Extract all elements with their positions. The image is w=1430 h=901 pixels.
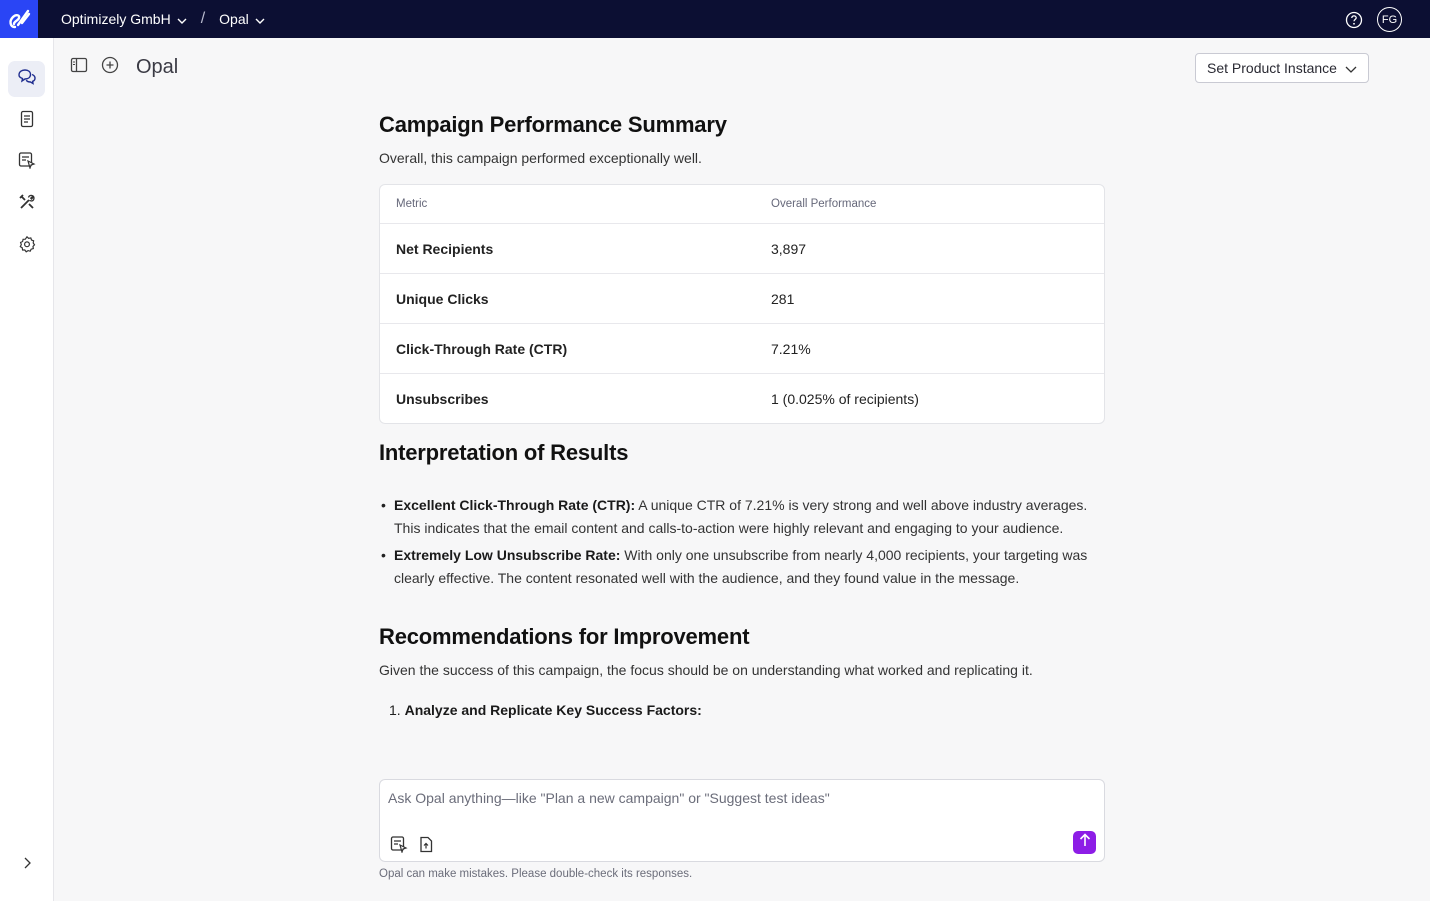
chevron-down-icon [177, 11, 187, 27]
list-number: 1. [389, 702, 401, 718]
page-header [70, 54, 178, 80]
tools-icon [18, 193, 36, 216]
metric-cell: Net Recipients [396, 240, 494, 257]
rail-item-tools[interactable] [8, 186, 45, 222]
interpretation-heading: Interpretation of Results [379, 440, 629, 465]
list-item [379, 544, 1105, 590]
chat-input[interactable] [388, 790, 1068, 806]
numbered-list [379, 702, 1105, 718]
list-item-text: Analyze and Replicate Key Success Factors: [404, 702, 702, 718]
chat-response [379, 112, 1105, 718]
set-product-instance-dropdown[interactable] [1195, 53, 1369, 83]
table-row [380, 323, 1104, 373]
metric-cell: Unique Clicks [396, 290, 489, 307]
chevron-down-icon [255, 11, 265, 27]
bullet-text: With only one unsubscribe from nearly 4,000 recipients, your targeting was clearly effective. The content resonated well with the audience, and they found value in the message. [394, 547, 1088, 586]
sidebar-toggle-icon[interactable] [70, 57, 88, 78]
arrow-up-icon [1079, 833, 1091, 852]
chat-composer [379, 779, 1105, 862]
bullet-bold: Extremely Low Unsubscribe Rate: [394, 547, 621, 563]
value-cell: 3,897 [771, 240, 807, 257]
table-row [380, 273, 1104, 323]
value-cell: 7.21% [771, 340, 811, 357]
table-row [380, 373, 1104, 423]
summary-heading: Campaign Performance Summary [379, 112, 727, 137]
performance-table [379, 184, 1105, 424]
new-chat-icon[interactable] [100, 55, 120, 80]
summary-text: Overall, this campaign performed exceptionally well. [379, 150, 702, 166]
table-row [380, 223, 1104, 273]
metric-cell: Unsubscribes [396, 390, 489, 407]
top-bar [0, 0, 1430, 38]
optimizely-logo-icon[interactable] [0, 0, 38, 38]
instructions-picker-icon[interactable] [389, 834, 409, 854]
app-name: Opal [219, 11, 249, 27]
disclaimer-text: Opal can make mistakes. Please double-check its responses. [379, 868, 693, 880]
settings-gear-icon [18, 235, 36, 258]
recommendations-heading: Recommendations for Improvement [379, 624, 750, 649]
chevron-down-icon [1345, 60, 1357, 76]
expand-rail-button[interactable] [16, 854, 38, 876]
instructions-icon [18, 151, 36, 174]
breadcrumb-separator: / [200, 10, 206, 27]
app-switcher[interactable] [219, 11, 265, 27]
chat-bubbles-icon [17, 68, 37, 91]
org-name: Optimizely GmbH [61, 11, 171, 27]
rail-item-documents[interactable] [8, 103, 45, 139]
left-rail [0, 38, 54, 901]
table-header-row [380, 185, 1104, 223]
user-avatar[interactable]: FG [1377, 7, 1402, 32]
rail-item-instructions[interactable] [8, 144, 45, 180]
bullet-bold: Excellent Click-Through Rate (CTR): [394, 497, 636, 513]
attach-file-icon[interactable] [416, 834, 436, 854]
help-icon[interactable] [1345, 11, 1363, 29]
rail-item-settings[interactable] [8, 228, 45, 264]
chevron-right-icon [23, 856, 31, 874]
value-cell: 1 (0.025% of recipients) [771, 390, 919, 407]
value-cell: 281 [771, 290, 795, 307]
recommendations-text: Given the success of this campaign, the focus should be on understanding what worked and replicating it. [379, 662, 1033, 678]
document-icon [19, 110, 35, 133]
bullet-text: A unique CTR of 7.21% is very strong and well above industry averages. This indicates that the email content and calls-to-action were highly relevant and engaging to your audience. [394, 497, 1088, 536]
interpretation-list [379, 494, 1105, 590]
list-item [379, 494, 1105, 540]
page-title: Opal [136, 55, 179, 78]
send-button[interactable] [1073, 831, 1096, 854]
metric-cell: Click-Through Rate (CTR) [396, 340, 568, 357]
org-switcher[interactable] [61, 11, 187, 27]
column-header-performance: Overall Performance [771, 198, 877, 210]
rail-item-chat[interactable] [8, 61, 45, 97]
product-instance-label: Set Product Instance [1207, 60, 1337, 76]
column-header-metric: Metric [396, 198, 428, 210]
